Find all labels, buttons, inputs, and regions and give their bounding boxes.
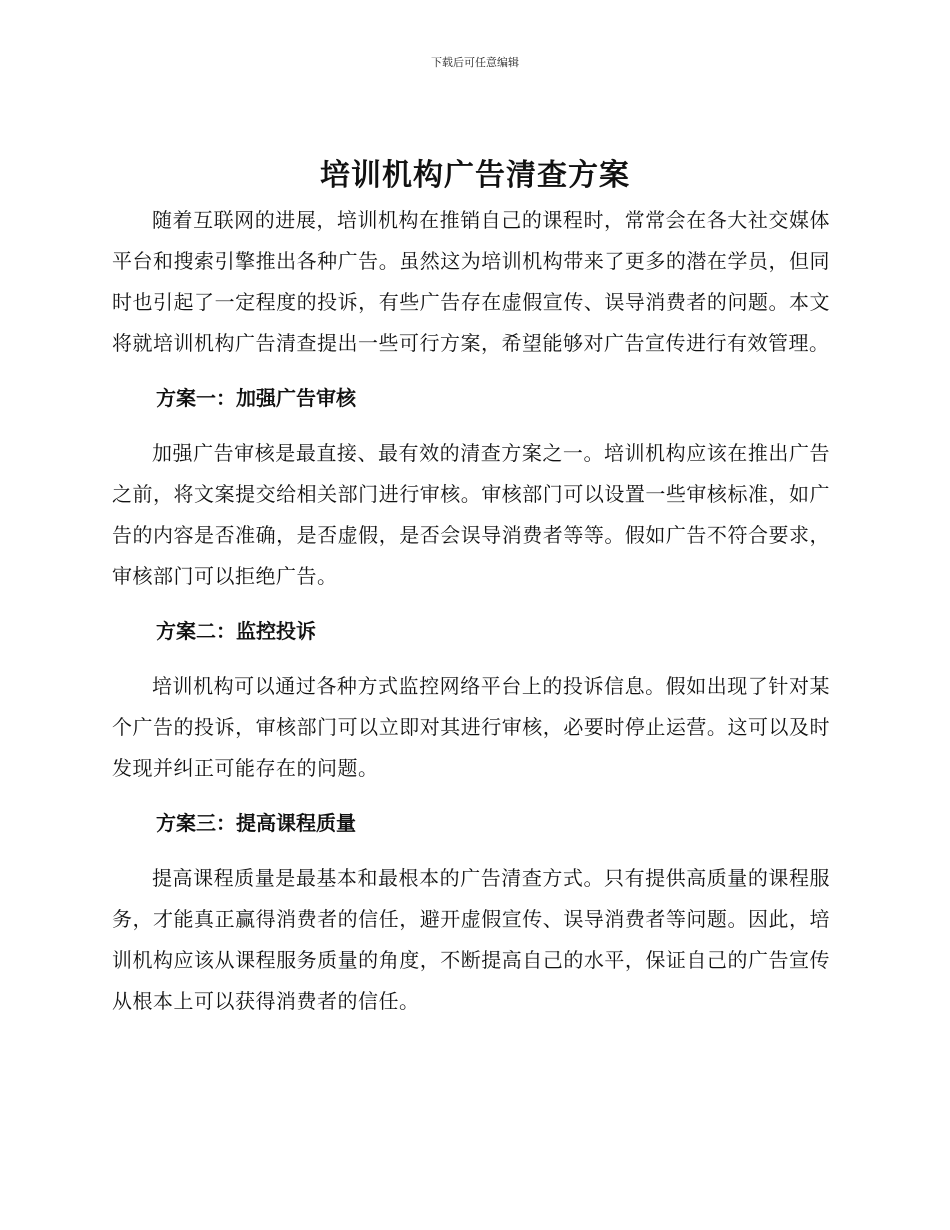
page-header: 下载后可任意编辑 <box>431 56 519 69</box>
section-body-3: 提高课程质量是最基本和最根本的广告清查方式。只有提供高质量的课程服务，才能真正赢得消费者的信任，避开虚假宣传、误导消费者等问题。因此，培训机构应该从课程服务质量的角度，不断提高自己的水平，保证自己的广告宣传从根本上可以获得消费者的信任。 <box>112 866 830 1013</box>
intro-paragraph: 随着互联网的进展，培训机构在推销自己的课程时，常常会在各大社交媒体平台和搜索引擎推出各种广告。虽然这为培训机构带来了更多的潜在学员，但同时也引起了一定程度的投诉，有些广告存在虚假宣传、误导消费者的问题。本文将就培训机构广告清查提出一些可行方案，希望能够对广告宣传进行有效管理。 <box>112 208 830 355</box>
section-heading-2: 方案二：监控投诉 <box>156 619 316 643</box>
section-heading-3: 方案三：提高课程质量 <box>156 811 356 835</box>
section-body-2: 培训机构可以通过各种方式监控网络平台上的投诉信息。假如出现了针对某个广告的投诉，审核部门可以立即对其进行审核，必要时停止运营。这可以及时发现并纠正可能存在的问题。 <box>112 674 830 780</box>
section-heading-1: 方案一：加强广告审核 <box>156 386 356 410</box>
section-body-1: 加强广告审核是最直接、最有效的清查方案之一。培训机构应该在推出广告之前，将文案提交给相关部门进行审核。审核部门可以设置一些审核标准，如广告的内容是否准确，是否虚假，是否会误导消费者等等。假如广告不符合要求，审核部门可以拒绝广告。 <box>112 441 830 588</box>
document-body <box>112 200 830 1022</box>
document-title: 培训机构广告清查方案 <box>320 158 630 193</box>
